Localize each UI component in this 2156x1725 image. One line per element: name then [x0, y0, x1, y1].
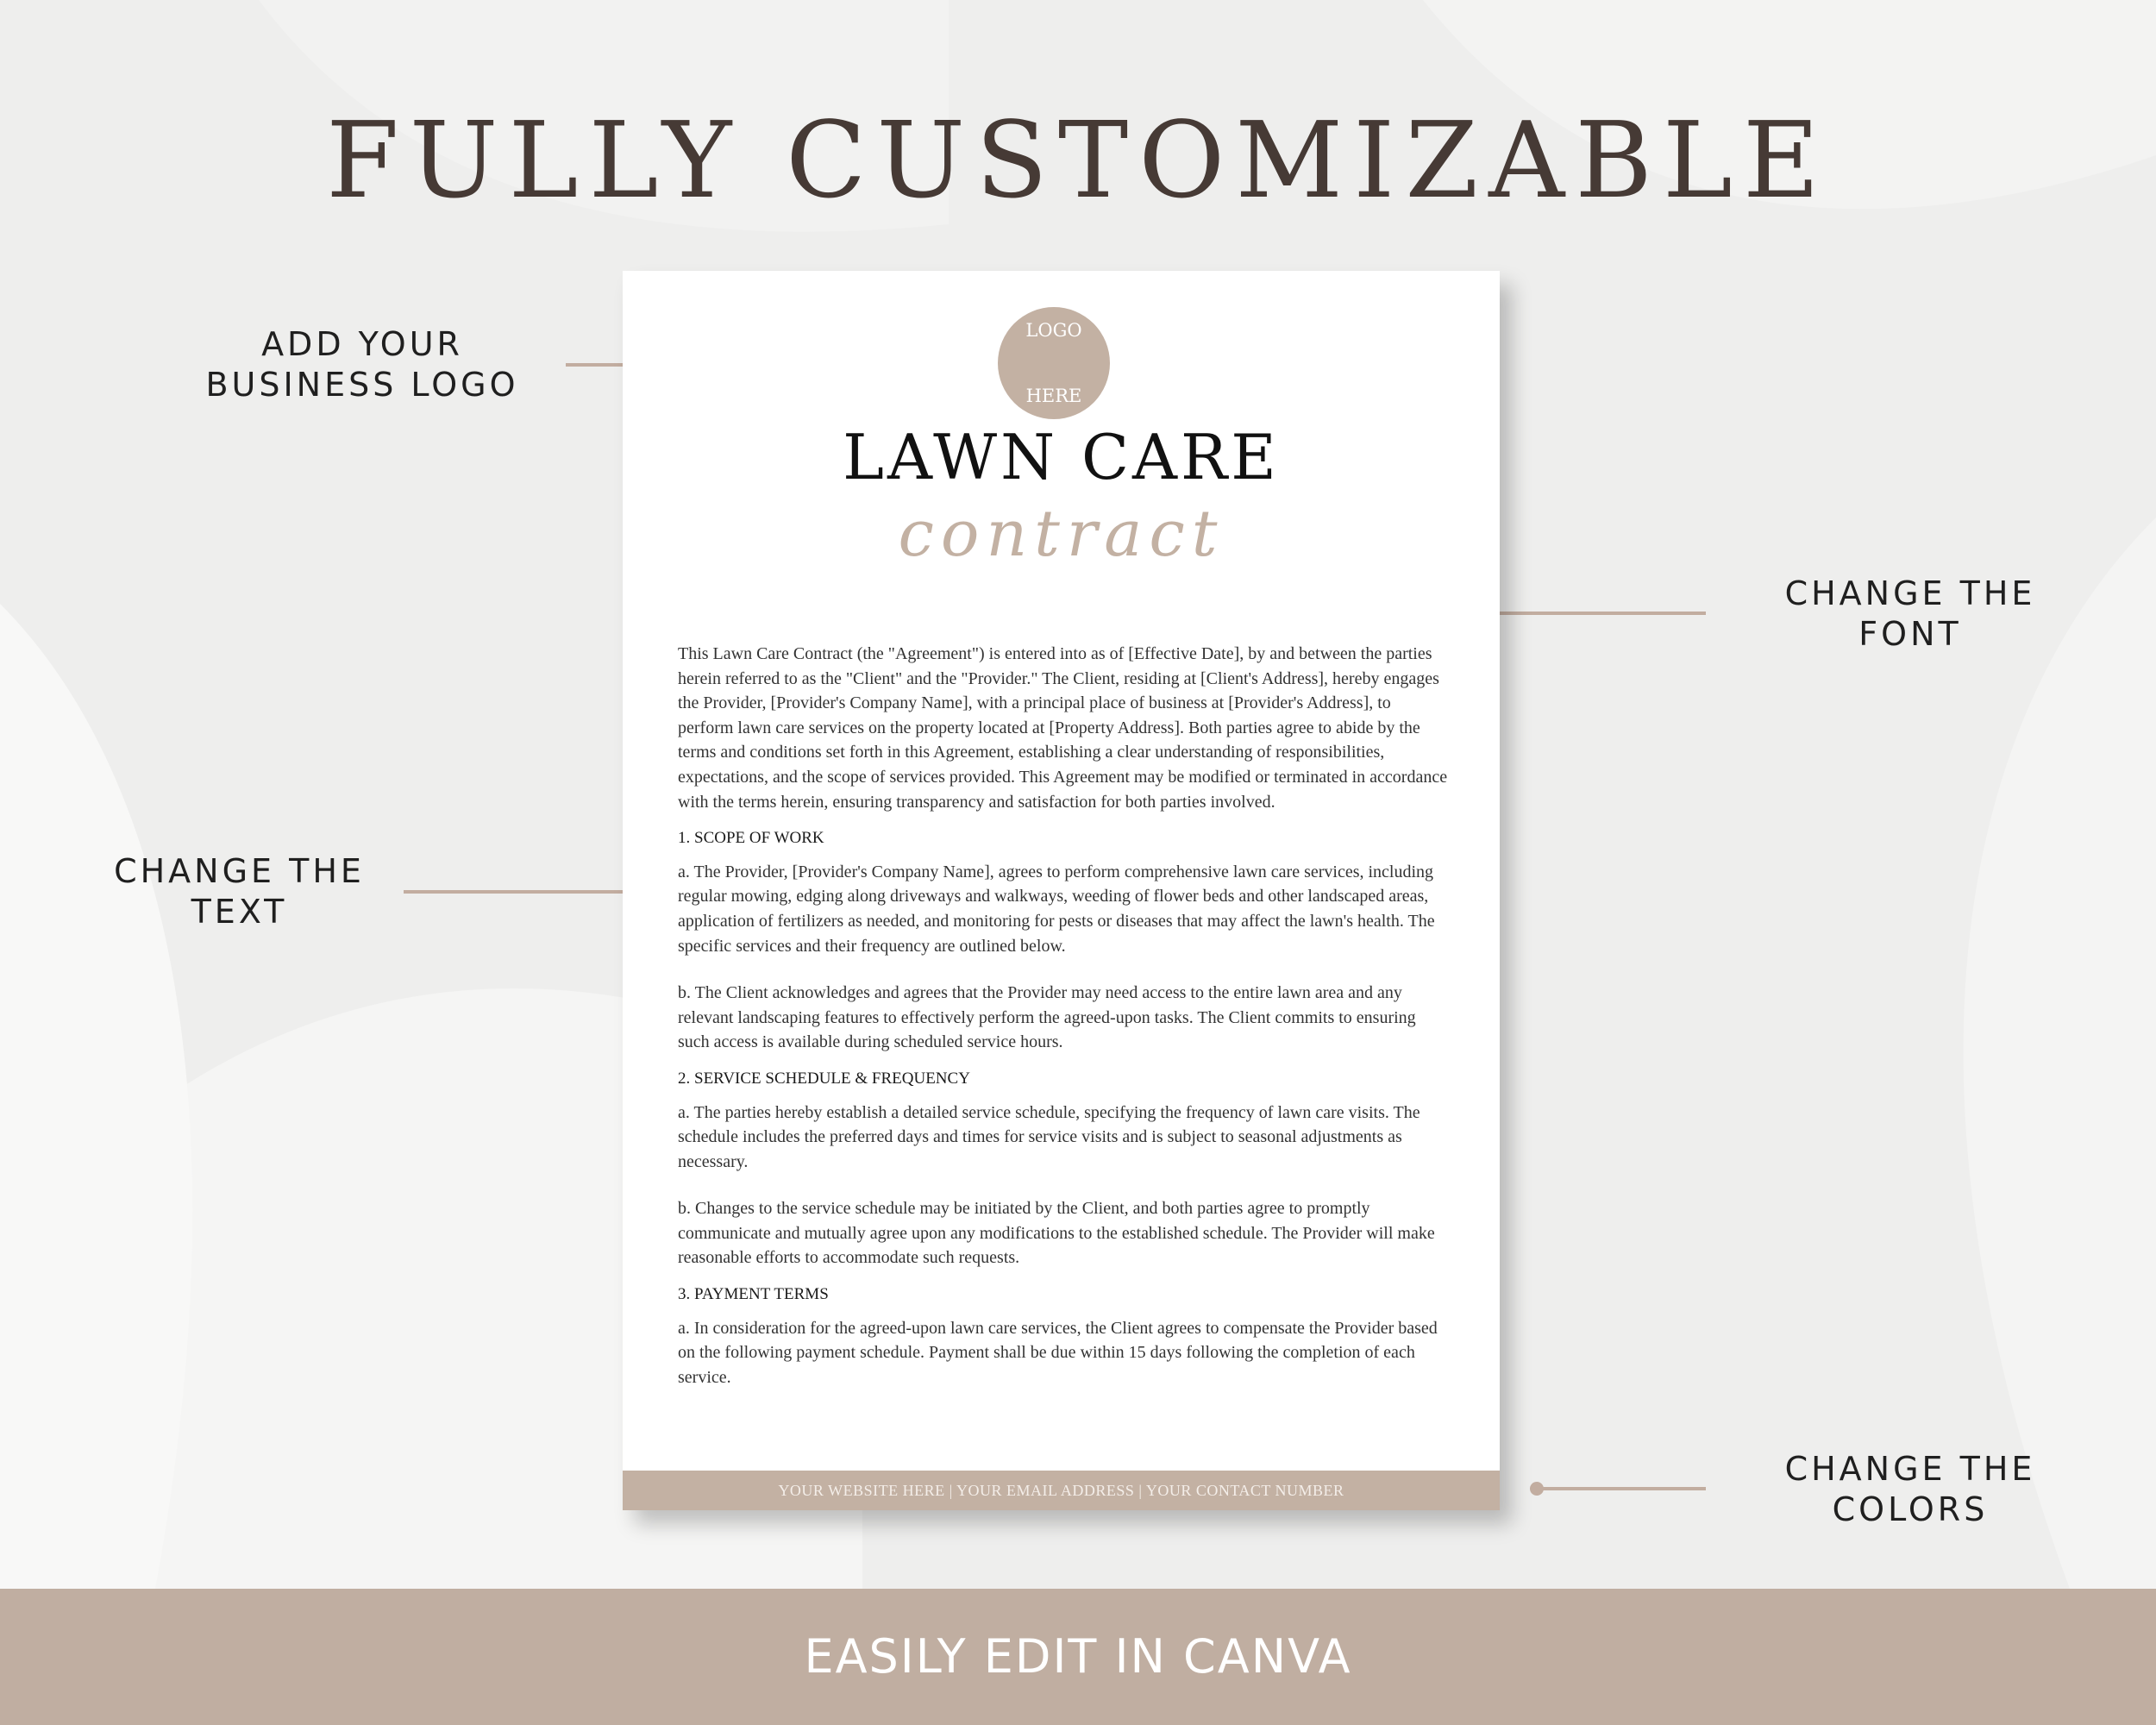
section-paragraph: a. The Provider, [Provider's Company Name], agrees to perform comprehensive lawn care services, including regular mowing, edging along driveways and walkways, weeding of flower beds and other landscaped areas, application of fertilizers as needed, and monitoring for pests or diseases that may affect the lawn's health. The specific services and their frequency are outlined below.	[678, 862, 1435, 956]
logo-placeholder-line: LOGO	[1025, 320, 1082, 341]
section-paragraph: b. Changes to the service schedule may be initiated by the Client, and both parties agree to promptly communicate and mutually agree upon any modifications to the established schedule. The Provider will make reasonable efforts to accommodate such requests.	[678, 1199, 1435, 1268]
intro-paragraph: This Lawn Care Contract (the "Agreement") is entered into as of [Effective Date], by and between the parties herein referred to as the "Client" and the "Provider." The Client, residing at [Client's Address], hereby engages the Provider, [Provider's Company Name], with a principal place of business at [Provider's Address], to perform lawn care services on the property located at [Property Address]. Both parties agree to abide by the terms and conditions set forth in this Agreement, establishing a clear understanding of responsibilities, expectations, and the scope of services provided. This Agreement may be modified or terminated in accordance with the terms herein, ensuring transparency and satisfaction for both parties involved.	[678, 644, 1448, 812]
callout-line: FONT	[1858, 615, 1962, 653]
document-script-subtitle: contract	[898, 497, 1225, 571]
document-footer: YOUR WEBSITE HERE | YOUR EMAIL ADDRESS | YOUR CONTACT NUMBER	[623, 1471, 1500, 1510]
section-paragraph: a. The parties hereby establish a detailed service schedule, specifying the frequency of lawn care visits. The schedule includes the preferred days and times for service visits and is subject to seasonal adjustments as necessary.	[678, 1102, 1420, 1171]
section-heading: 3. PAYMENT TERMS	[678, 1285, 829, 1304]
contract-document	[623, 271, 1500, 1510]
logo-placeholder	[998, 307, 1110, 419]
section-heading: 1. SCOPE OF WORK	[678, 829, 824, 848]
section-paragraph: a. In consideration for the agreed-upon lawn care services, the Client agrees to compensate the Provider based on the following payment schedule. Payment shall be due within 15 days following the completion of each service.	[678, 1318, 1438, 1387]
callout-line: COLORS	[1832, 1490, 1989, 1528]
callout-connector	[1540, 1487, 1706, 1490]
callout-line: CHANGE THE	[1784, 1450, 2036, 1488]
callout-line: ADD YOUR	[261, 325, 463, 363]
callout-change-colors	[1759, 1449, 2061, 1530]
callout-line: BUSINESS LOGO	[205, 366, 519, 404]
callout-change-text	[95, 851, 384, 932]
callout-line: CHANGE THE	[114, 852, 365, 890]
callout-line: TEXT	[191, 893, 288, 931]
page-headline: FULLY CUSTOMIZABLE	[326, 99, 1830, 222]
document-title: LAWN CARE	[843, 421, 1280, 493]
section-paragraph: b. The Client acknowledges and agrees that the Provider may need access to the entire lawn area and any relevant landscaping features to effectively perform the agreed-upon tasks. The Client commits to ensuring such access is available during scheduled service hours.	[678, 983, 1416, 1052]
callout-connector	[404, 890, 647, 894]
callout-change-font	[1759, 574, 2061, 655]
callout-connector-dot	[1530, 1482, 1544, 1496]
bottom-banner: EASILY EDIT IN CANVA	[0, 1589, 2156, 1725]
callout-line: CHANGE THE	[1784, 574, 2036, 612]
callout-add-logo	[185, 324, 539, 405]
document-body	[678, 642, 1450, 1402]
logo-placeholder-line: HERE	[1025, 386, 1082, 406]
section-heading: 2. SERVICE SCHEDULE & FREQUENCY	[678, 1069, 970, 1088]
